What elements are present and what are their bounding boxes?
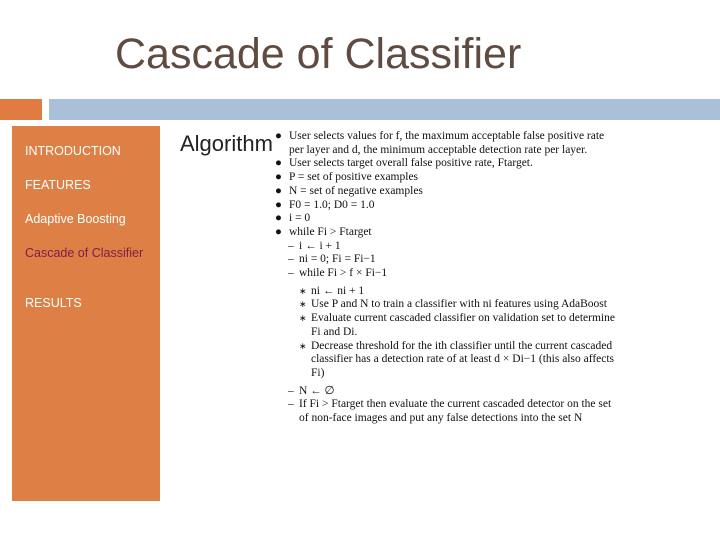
algorithm-text xyxy=(275,130,615,426)
bullet-icon: ● xyxy=(275,157,282,170)
sidebar-item-adaptive-boosting[interactable]: Adaptive Boosting xyxy=(25,212,126,226)
sidebar xyxy=(12,126,160,501)
algorithm-inner-step: ∗ Evaluate current cascaded classifier on validation set to determine Fi and Di. xyxy=(299,312,615,338)
algorithm-step: ● User selects values for f, the maximum acceptable false positive rate per layer and d, the minimum acceptable detection rate per layer. xyxy=(275,130,605,156)
dash-icon: – xyxy=(288,398,294,411)
algorithm-step: ● i = 0 xyxy=(275,212,311,225)
dash-icon: – xyxy=(288,239,294,252)
sidebar-item-results[interactable]: RESULTS xyxy=(25,296,82,310)
algorithm-step: ● N = set of negative examples xyxy=(275,184,423,197)
bullet-icon: ● xyxy=(275,184,282,197)
algorithm-substep: – while Fi > f × Fi−1 xyxy=(288,267,388,280)
header-accent-orange xyxy=(0,99,42,120)
star-icon: ∗ xyxy=(299,299,307,310)
algorithm-inner-step: ∗ ni ← ni + 1 xyxy=(299,284,365,297)
sidebar-item-features[interactable]: FEATURES xyxy=(25,178,91,192)
bullet-icon: ● xyxy=(275,198,282,211)
algorithm-substep: – ni = 0; Fi = Fi−1 xyxy=(288,253,376,266)
dash-icon: – xyxy=(288,384,294,397)
header-accent-blue xyxy=(49,99,720,120)
bullet-icon: ● xyxy=(275,130,282,142)
algorithm-inner-step: ∗ Use P and N to train a classifier with ni features using AdaBoost xyxy=(299,298,607,311)
algorithm-step: ● User selects target overall false positive rate, Ftarget. xyxy=(275,157,533,170)
sidebar-item-introduction[interactable]: INTRODUCTION xyxy=(25,144,121,158)
star-icon: ∗ xyxy=(299,313,307,324)
slide-title: Cascade of Classifier xyxy=(115,30,522,78)
dash-icon: – xyxy=(288,267,294,280)
algorithm-step: ● F0 = 1.0; D0 = 1.0 xyxy=(275,198,375,211)
sidebar-item-cascade-of-classifier[interactable]: Cascade of Classifier xyxy=(25,246,144,260)
bullet-icon: ● xyxy=(275,225,282,238)
algorithm-step: ● P = set of positive examples xyxy=(275,171,419,184)
algorithm-inner-step: ∗ Decrease threshold for the ith classifier until the current cascaded classifier has a detection rate of at least d × Di−1 (this also affects Fi) xyxy=(299,339,615,379)
dash-icon: – xyxy=(288,253,294,266)
algorithm-substep: – N ← ∅ xyxy=(288,384,335,397)
algorithm-substep: – If Fi > Ftarget then evaluate the current cascaded detector on the set of non-face images and put any false detections into the set N xyxy=(288,398,612,425)
star-icon: ∗ xyxy=(299,285,307,296)
algorithm-step: ● while Fi > Ftarget xyxy=(275,225,372,238)
bullet-icon: ● xyxy=(275,212,282,225)
star-icon: ∗ xyxy=(299,340,307,351)
bullet-icon: ● xyxy=(275,171,282,184)
algorithm-substep: – i ← i + 1 xyxy=(288,239,341,252)
algorithm-label: Algorithm xyxy=(180,131,273,156)
